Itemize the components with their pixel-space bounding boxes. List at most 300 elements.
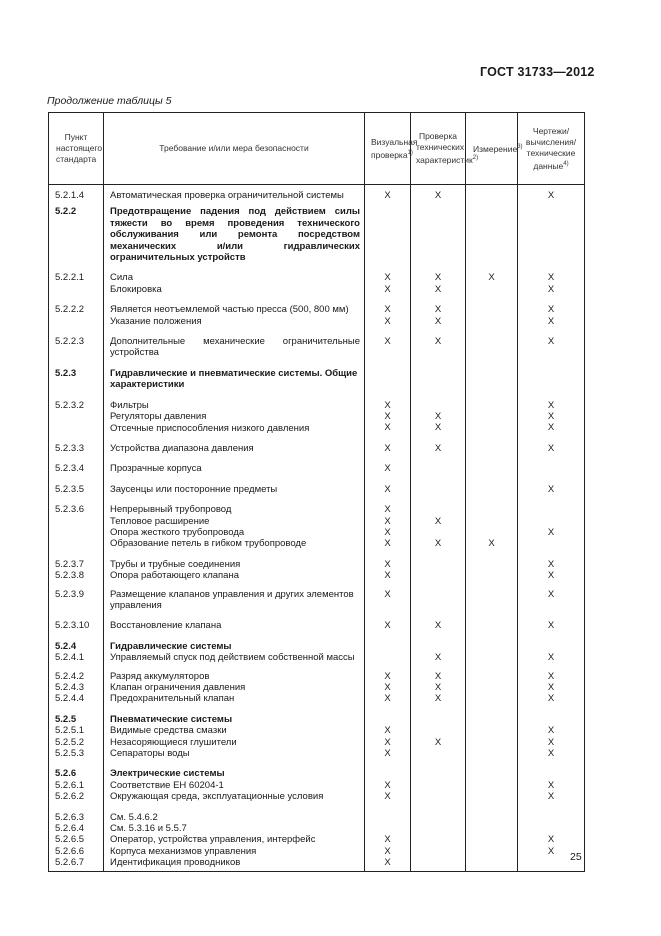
- cell-measurement-mark: [466, 438, 518, 458]
- requirement-text: Опора жесткого трубопровода: [110, 526, 245, 538]
- col-header-measurement: [466, 113, 523, 185]
- tech-check-mark: [411, 463, 465, 474]
- tech-check-mark: [411, 846, 465, 857]
- table-row: [49, 331, 585, 363]
- requirement-text: См. 5.3.16 и 5.5.7: [110, 823, 187, 835]
- cell-clause-number: [49, 807, 104, 872]
- footnote-ref: 3): [517, 144, 523, 151]
- table-row: [49, 479, 585, 499]
- cell-visual-check-mark: [365, 185, 411, 204]
- drawings-mark: X: [547, 526, 555, 538]
- drawings-mark: X: [547, 834, 555, 846]
- tech-check-mark: [411, 768, 465, 779]
- cell-visual-check-mark: [365, 584, 411, 616]
- drawings-mark: X: [547, 422, 555, 434]
- drawings-mark: X: [547, 681, 555, 693]
- cell-drawings-mark: [518, 203, 585, 267]
- cell-clause-number: [49, 554, 104, 584]
- requirement-text: Размещение клапанов управления и других элементов управления: [110, 588, 354, 611]
- col-header-label: Чертежи/вычисления/технические данные: [525, 125, 577, 171]
- table-row: [49, 438, 585, 458]
- visual-check-mark: [365, 368, 410, 379]
- tech-check-mark: [411, 589, 465, 600]
- clause-number: 5.2.3.4: [55, 463, 85, 475]
- cell-tech-check-mark: [411, 363, 466, 395]
- tech-check-mark: [411, 484, 465, 495]
- requirement-text: Видимые средства смазки: [110, 725, 227, 737]
- visual-check-mark: X: [384, 483, 391, 495]
- requirement-text: Корпуса механизмов управления: [110, 845, 257, 857]
- cell-visual-check-mark: [365, 666, 411, 709]
- col-header-label: Проверка технических характеристик: [416, 131, 473, 165]
- visual-check-mark: X: [384, 315, 391, 327]
- visual-check-mark: X: [384, 399, 391, 411]
- requirement-text: Незасоряющиеся глушители: [110, 736, 237, 748]
- drawings-mark: [518, 206, 584, 217]
- table-row: [49, 763, 585, 806]
- requirement-text: См. 5.4.6.2: [110, 811, 158, 823]
- cell-clause-number: [49, 479, 104, 499]
- tech-check-mark: [411, 791, 465, 802]
- cell-visual-check-mark: [365, 363, 411, 395]
- table-row: [49, 185, 585, 204]
- cell-drawings-mark: [518, 331, 585, 363]
- cell-tech-check-mark: [411, 479, 466, 499]
- col-header-tech-check: [411, 113, 479, 185]
- measurement-mark: [466, 748, 517, 759]
- clause-number: 5.2.1.4: [55, 190, 85, 201]
- table-body: [49, 185, 585, 872]
- visual-check-mark: [365, 652, 410, 663]
- cell-requirement-text: [104, 203, 365, 267]
- cell-drawings-mark: [518, 584, 585, 616]
- cell-requirement-text: [104, 807, 365, 872]
- tech-check-mark: X: [434, 652, 442, 664]
- clause-number: 5.2.2: [55, 206, 77, 218]
- footnote-ref: 2): [472, 155, 479, 162]
- requirement-text: Клапан ограничения давления: [110, 682, 246, 693]
- col-header-clause: Пункт настоящего стандарта: [49, 113, 104, 185]
- clause-number: 5.2.6.2: [55, 791, 85, 803]
- measurement-mark: [466, 693, 517, 704]
- cell-visual-check-mark: [365, 458, 411, 478]
- tech-check-mark: X: [434, 670, 442, 682]
- drawings-mark: X: [547, 670, 555, 682]
- measurement-mark: [466, 780, 517, 791]
- cell-drawings-mark: [518, 299, 585, 331]
- tech-check-mark: [411, 368, 465, 379]
- cell-requirement-text: [104, 554, 365, 584]
- cell-measurement-mark: [466, 185, 518, 204]
- requirement-text: Сила: [110, 272, 133, 284]
- cell-clause-number: [49, 395, 104, 438]
- drawings-mark: X: [547, 483, 555, 495]
- measurement-mark: [466, 527, 517, 538]
- cell-visual-check-mark: [365, 615, 411, 635]
- table-row: [49, 615, 585, 635]
- requirement-text: Тепловое расширение: [110, 515, 210, 527]
- clause-number: 5.2.4.1: [55, 652, 85, 664]
- table-row: [49, 203, 585, 267]
- measurement-mark: [466, 411, 517, 422]
- visual-check-mark: X: [384, 304, 391, 316]
- visual-check-mark: X: [384, 526, 391, 538]
- visual-check-mark: X: [384, 588, 391, 600]
- requirement-text: Заусенцы или посторонние предметы: [110, 483, 278, 495]
- measurement-mark: [466, 206, 517, 217]
- visual-check-mark: X: [384, 857, 391, 869]
- drawings-mark: X: [547, 558, 555, 570]
- cell-clause-number: [49, 709, 104, 764]
- measurement-mark: [466, 589, 517, 600]
- measurement-mark: [466, 641, 517, 652]
- drawings-mark: [518, 504, 584, 515]
- cell-tech-check-mark: [411, 438, 466, 458]
- clause-number: 5.2.3: [55, 367, 77, 379]
- cell-measurement-mark: [466, 331, 518, 363]
- tech-check-mark: X: [434, 190, 442, 201]
- cell-tech-check-mark: [411, 807, 466, 872]
- table-caption: Продолжение таблицы 5: [47, 95, 172, 107]
- clause-number: 5.2.2.2: [55, 304, 85, 316]
- measurement-mark: [466, 463, 517, 474]
- cell-clause-number: [49, 615, 104, 635]
- measurement-mark: [466, 190, 517, 201]
- requirement-text: Предохранительный клапан: [110, 693, 235, 705]
- cell-measurement-mark: [466, 615, 518, 635]
- tech-check-mark: X: [434, 304, 442, 316]
- measurement-mark: [466, 857, 517, 868]
- cell-drawings-mark: [518, 666, 585, 709]
- drawings-mark: X: [547, 272, 555, 284]
- tech-check-mark: X: [434, 442, 442, 454]
- tech-check-mark: X: [434, 515, 442, 527]
- clause-number: 5.2.3.6: [55, 504, 85, 516]
- measurement-mark: X: [488, 538, 495, 550]
- measurement-mark: [466, 671, 517, 682]
- drawings-mark: [518, 463, 584, 474]
- cell-requirement-text: [104, 185, 365, 204]
- visual-check-mark: [365, 206, 410, 217]
- requirement-text: Соответствие ЕН 60204-1: [110, 779, 224, 791]
- requirement-text: Управляемый спуск под действием собственной массы: [110, 652, 355, 664]
- cell-measurement-mark: [466, 666, 518, 709]
- requirement-text: Окружающая среда, эксплуатационные условия: [110, 791, 324, 803]
- visual-check-mark: [365, 641, 410, 652]
- measurement-mark: [466, 422, 517, 433]
- tech-check-mark: X: [434, 283, 442, 295]
- tech-check-mark: [411, 748, 465, 759]
- cell-measurement-mark: [466, 709, 518, 764]
- requirement-text: Является неотъемлемой частью пресса (500, 800 мм): [110, 304, 349, 316]
- visual-check-mark: [365, 768, 410, 779]
- requirement-text: Отсечные приспособления низкого давления: [110, 422, 310, 434]
- page-number: 25: [570, 851, 582, 863]
- clause-number: 5.2.6.7: [55, 857, 85, 869]
- requirement-text: Сепараторы воды: [110, 748, 190, 760]
- cell-requirement-text: [104, 363, 365, 395]
- measurement-mark: [466, 791, 517, 802]
- cell-measurement-mark: [466, 763, 518, 806]
- clause-number: 5.2.6.3: [55, 811, 85, 823]
- measurement-mark: [466, 336, 517, 347]
- footnote-ref: 4): [563, 160, 569, 167]
- cell-clause-number: [49, 438, 104, 458]
- visual-check-mark: X: [384, 190, 391, 201]
- measurement-mark: [466, 304, 517, 315]
- visual-check-mark: X: [384, 736, 391, 748]
- requirement-text: Образование петель в гибком трубопроводе: [110, 538, 307, 550]
- drawings-mark: X: [547, 845, 555, 857]
- col-header-requirement: Требование и/или мера безопасности: [104, 113, 365, 185]
- clause-number: 5.2.5.3: [55, 747, 85, 759]
- measurement-mark: [466, 516, 517, 527]
- drawings-mark: X: [547, 315, 555, 327]
- drawings-mark: [518, 538, 584, 549]
- tech-check-mark: [411, 400, 465, 411]
- table-row: [49, 709, 585, 764]
- drawings-mark: X: [547, 736, 555, 748]
- cell-measurement-mark: [466, 363, 518, 395]
- measurement-mark: [466, 652, 517, 663]
- cell-measurement-mark: [466, 807, 518, 872]
- requirement-text: Разряд аккумуляторов: [110, 670, 210, 682]
- cell-requirement-text: [104, 299, 365, 331]
- visual-check-mark: X: [384, 272, 391, 284]
- cell-tech-check-mark: [411, 615, 466, 635]
- drawings-mark: X: [547, 725, 555, 737]
- clause-number: 5.2.2.1: [55, 272, 85, 284]
- cell-clause-number: [49, 299, 104, 331]
- cell-clause-number: [49, 763, 104, 806]
- drawings-mark: X: [547, 652, 555, 664]
- drawings-mark: X: [547, 620, 555, 632]
- table-row: [49, 554, 585, 584]
- clause-number: 5.2.3.5: [55, 483, 85, 495]
- measurement-mark: [466, 504, 517, 515]
- visual-check-mark: X: [384, 693, 391, 705]
- clause-number: 5.2.4.3: [55, 681, 85, 693]
- table-row: [49, 458, 585, 478]
- measurement-mark: [466, 823, 517, 834]
- measurement-mark: [466, 284, 517, 295]
- clause-number: 5.2.4.2: [55, 670, 85, 682]
- drawings-mark: X: [547, 791, 555, 803]
- drawings-mark: X: [547, 779, 555, 791]
- visual-check-mark: X: [384, 336, 391, 348]
- cell-visual-check-mark: [365, 203, 411, 267]
- clause-number: 5.2.4: [55, 640, 77, 652]
- cell-clause-number: [49, 331, 104, 363]
- clause-number: [55, 516, 103, 527]
- visual-check-mark: [365, 823, 410, 834]
- visual-check-mark: X: [384, 670, 391, 682]
- cell-clause-number: [49, 363, 104, 395]
- cell-drawings-mark: [518, 615, 585, 635]
- cell-drawings-mark: [518, 554, 585, 584]
- measurement-mark: [466, 725, 517, 736]
- cell-requirement-text: [104, 331, 365, 363]
- requirement-text: Предотвращение падения под действием силы тяжести во время проведения технического обслуживания или ремонта посредством механических и/или гидравлических ограничительных устройств: [110, 206, 360, 264]
- cell-clause-number: [49, 636, 104, 666]
- col-header-visual-check: [365, 113, 418, 185]
- cell-visual-check-mark: [365, 554, 411, 584]
- tech-check-mark: X: [434, 336, 442, 348]
- table-row: [49, 666, 585, 709]
- cell-requirement-text: [104, 267, 365, 299]
- cell-drawings-mark: [518, 395, 585, 438]
- cell-requirement-text: [104, 584, 365, 616]
- requirement-text: Прозрачные корпуса: [110, 463, 202, 475]
- drawings-mark: X: [547, 588, 555, 600]
- visual-check-mark: X: [384, 558, 391, 570]
- cell-drawings-mark: [518, 763, 585, 806]
- measurement-mark: [466, 812, 517, 823]
- visual-check-mark: X: [384, 504, 391, 516]
- cell-tech-check-mark: [411, 395, 466, 438]
- cell-measurement-mark: [466, 584, 518, 616]
- measurement-mark: X: [488, 272, 495, 284]
- clause-number: 5.2.3.2: [55, 399, 85, 411]
- cell-drawings-mark: [518, 709, 585, 764]
- measurement-mark: [466, 400, 517, 411]
- visual-check-mark: X: [384, 845, 391, 857]
- tech-check-mark: X: [434, 272, 442, 284]
- cell-drawings-mark: [518, 363, 585, 395]
- cell-visual-check-mark: [365, 479, 411, 499]
- table-row: [49, 584, 585, 616]
- tech-check-mark: [411, 780, 465, 791]
- cell-clause-number: [49, 267, 104, 299]
- clause-number: [55, 316, 103, 327]
- drawings-mark: [518, 516, 584, 527]
- cell-tech-check-mark: [411, 331, 466, 363]
- drawings-mark: X: [547, 693, 555, 705]
- table-row: [49, 395, 585, 438]
- cell-drawings-mark: [518, 636, 585, 666]
- col-header-label: Измерение: [473, 143, 518, 154]
- cell-visual-check-mark: [365, 636, 411, 666]
- drawings-mark: [518, 768, 584, 779]
- cell-tech-check-mark: [411, 554, 466, 584]
- cell-measurement-mark: [466, 395, 518, 438]
- tech-check-mark: X: [434, 411, 442, 423]
- cell-requirement-text: [104, 615, 365, 635]
- cell-tech-check-mark: [411, 185, 466, 204]
- clause-number: 5.2.6.1: [55, 779, 85, 791]
- table-row: [49, 499, 585, 554]
- tech-check-mark: [411, 504, 465, 515]
- tech-check-mark: [411, 641, 465, 652]
- cell-visual-check-mark: [365, 267, 411, 299]
- requirement-text: Указание положения: [110, 315, 202, 327]
- requirement-text: Непрерывный трубопровод: [110, 504, 232, 516]
- cell-measurement-mark: [466, 636, 518, 666]
- clause-number: 5.2.5: [55, 713, 77, 725]
- clause-number: 5.2.3.8: [55, 570, 85, 582]
- cell-visual-check-mark: [365, 709, 411, 764]
- cell-tech-check-mark: [411, 636, 466, 666]
- clause-number: 5.2.6.5: [55, 834, 85, 846]
- cell-tech-check-mark: [411, 709, 466, 764]
- cell-visual-check-mark: [365, 438, 411, 458]
- drawings-mark: X: [547, 570, 555, 582]
- drawings-mark: X: [547, 747, 555, 759]
- cell-visual-check-mark: [365, 807, 411, 872]
- measurement-mark: [466, 846, 517, 857]
- table-row: [49, 636, 585, 666]
- tech-check-mark: [411, 559, 465, 570]
- standard-number: ГОСТ 31733—2012: [480, 65, 595, 79]
- drawings-mark: X: [547, 190, 555, 201]
- cell-visual-check-mark: [365, 763, 411, 806]
- measurement-mark: [466, 316, 517, 327]
- table-row: [49, 363, 585, 395]
- requirement-text: Электрические системы: [110, 768, 225, 780]
- cell-tech-check-mark: [411, 763, 466, 806]
- cell-visual-check-mark: [365, 499, 411, 554]
- clause-number: [55, 422, 103, 433]
- col-header-label: Визуальная проверка: [371, 136, 418, 160]
- cell-measurement-mark: [466, 499, 518, 554]
- requirement-text: Блокировка: [110, 283, 162, 295]
- tech-check-mark: X: [434, 693, 442, 705]
- cell-measurement-mark: [466, 554, 518, 584]
- measurement-mark: [466, 484, 517, 495]
- drawings-mark: [518, 823, 584, 834]
- table-row: [49, 267, 585, 299]
- visual-check-mark: X: [384, 779, 391, 791]
- cell-clause-number: [49, 584, 104, 616]
- clause-number: 5.2.6.4: [55, 823, 85, 835]
- requirements-table: [48, 112, 585, 872]
- measurement-mark: [466, 834, 517, 845]
- clause-number: [55, 538, 103, 549]
- drawings-mark: X: [547, 411, 555, 423]
- cell-requirement-text: [104, 763, 365, 806]
- cell-tech-check-mark: [411, 499, 466, 554]
- cell-requirement-text: [104, 666, 365, 709]
- requirement-text: Фильтры: [110, 399, 149, 411]
- visual-check-mark: X: [384, 620, 391, 632]
- visual-check-mark: X: [384, 725, 391, 737]
- cell-drawings-mark: [518, 267, 585, 299]
- cell-measurement-mark: [466, 458, 518, 478]
- cell-requirement-text: [104, 438, 365, 458]
- drawings-mark: X: [547, 399, 555, 411]
- clause-number: 5.2.5.1: [55, 725, 85, 737]
- visual-check-mark: X: [384, 515, 391, 527]
- clause-number: 5.2.3.10: [55, 620, 90, 632]
- cell-requirement-text: [104, 479, 365, 499]
- clause-number: 5.2.6: [55, 768, 77, 780]
- drawings-mark: [518, 368, 584, 379]
- visual-check-mark: X: [384, 422, 391, 434]
- cell-clause-number: [49, 458, 104, 478]
- tech-check-mark: X: [434, 538, 442, 550]
- cell-visual-check-mark: [365, 395, 411, 438]
- clause-number: [55, 284, 103, 295]
- visual-check-mark: X: [384, 442, 391, 454]
- visual-check-mark: [365, 714, 410, 725]
- visual-check-mark: X: [384, 747, 391, 759]
- cell-clause-number: [49, 185, 104, 204]
- requirement-text: Опора работающего клапана: [110, 570, 239, 582]
- cell-tech-check-mark: [411, 299, 466, 331]
- visual-check-mark: X: [384, 411, 391, 423]
- clause-number: [55, 411, 103, 422]
- clause-number: 5.2.6.6: [55, 845, 85, 857]
